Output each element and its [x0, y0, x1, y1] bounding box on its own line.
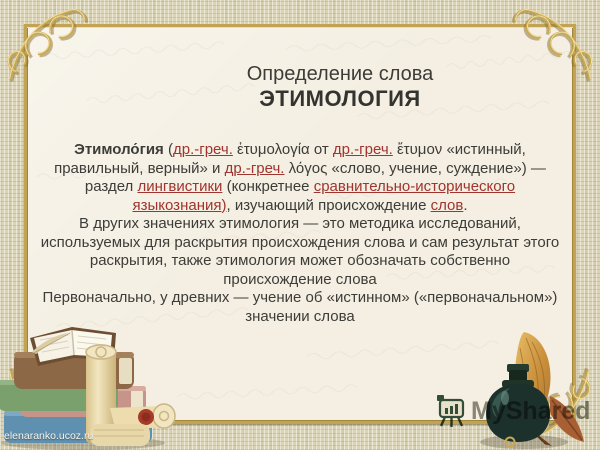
text-run: значении слова: [245, 307, 355, 325]
body-line: [18, 271, 582, 290]
hyperlink[interactable]: др.-греч.: [172, 141, 233, 158]
body-line: [18, 141, 582, 160]
text-run: раскрытия, также этимология может обозначать собственно: [89, 252, 511, 269]
text-run: (: [163, 141, 173, 158]
hyperlink[interactable]: др.-греч.: [332, 141, 393, 158]
hyperlink[interactable]: др.-греч.: [224, 159, 285, 177]
body-line: [18, 252, 582, 271]
body-line: [18, 178, 582, 197]
text-run: раздел: [84, 178, 138, 195]
body-line: [18, 234, 582, 253]
title-line-1: Определение слова: [246, 63, 434, 85]
inkwell-quill-image: [472, 326, 600, 450]
hyperlink[interactable]: слов: [430, 196, 464, 214]
body-line: [18, 160, 582, 179]
text-run: Этимоло́гия: [74, 141, 164, 158]
body-line: [18, 289, 582, 308]
hyperlink[interactable]: лингвистики: [137, 178, 223, 195]
corner-flourish-top-left-icon: [6, 4, 88, 86]
text-run: правильный, верный» и: [54, 159, 225, 177]
text-run: ἔτυμον «истинный,: [392, 141, 526, 158]
hyperlink[interactable]: сравнительно-исторического: [313, 178, 516, 195]
text-run: λόγος «слово, учение, суждение») —: [284, 159, 546, 177]
text-run: происхождение слова: [223, 270, 377, 288]
body-line: [18, 197, 582, 216]
slide-title: [100, 62, 580, 112]
hyperlink[interactable]: языкознания): [132, 196, 227, 214]
text-run: В других значениях этимология — это методика исследований,: [79, 215, 521, 232]
author-credit: elenaranko.ucoz.ru: [4, 430, 94, 442]
text-run: используемых для раскрытия происхождения слова и сам результат этого: [40, 233, 560, 251]
text-run: Первоначально, у древних — учение об «истинном» («первоначальном»): [42, 289, 558, 306]
body-line: [18, 215, 582, 234]
watermark-text: MyShared: [471, 396, 591, 425]
text-run: (конкретнее: [222, 178, 314, 195]
text-run: .: [463, 196, 468, 214]
text-run: , изучающий происхождение: [226, 196, 431, 214]
title-line-2: ЭТИМОЛОГИЯ: [259, 86, 421, 111]
definition-text: [18, 141, 582, 326]
text-run: ἐτυμολογία от: [232, 141, 333, 158]
